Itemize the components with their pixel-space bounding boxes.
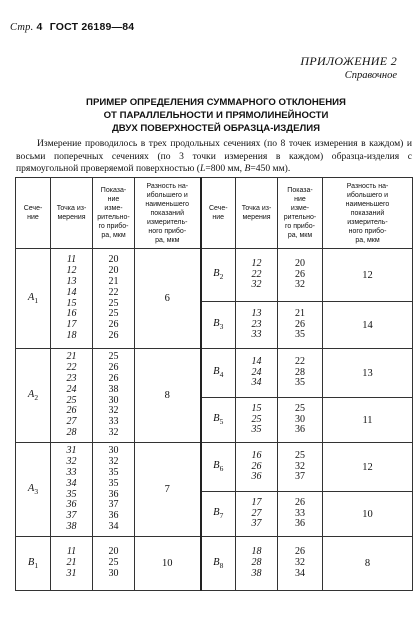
page-number: 4 [36,21,43,33]
difference-cell: 12 [323,443,413,492]
section-cell: $B_2$ [201,249,236,302]
difference-cell: 8 [323,537,413,591]
section-cell: $A_3$ [16,443,51,537]
points-cell: 11 12 13 14 15 16 17 18 [51,249,93,349]
readings-cell: 22 28 35 [278,349,323,398]
intro-paragraph: Измерение проводилось в трех продольных сечениях (по 8 точек измерения в каждом) и восьми поперечных сечениях (по 3 точки измерения в каждом) образца-изделия с прямоугольной проверяемой поверхностью (L=800 мм, B=450 мм). [16,138,412,174]
points-cell: 21 22 23 24 25 26 27 28 [51,349,93,443]
header-point: Точка из- мерения [236,178,278,249]
title-line-2: ОТ ПАРАЛЛЕЛЬНОСТИ И ПРЯМОЛИНЕЙНОСТИ [103,110,329,121]
header-section: Сече- ние [201,178,236,249]
points-cell: 11 21 31 [51,537,93,591]
section-cell: $B_4$ [201,349,236,398]
section-cell: $B_8$ [201,537,236,591]
difference-cell: 12 [323,249,413,302]
readings-cell: 30 32 35 35 36 37 36 34 [93,443,135,537]
section-cell: $B_6$ [201,443,236,492]
difference-cell: 10 [323,492,413,537]
difference-cell: 13 [323,349,413,398]
table-row [16,249,413,302]
difference-cell: 14 [323,302,413,349]
readings-cell: 25 30 36 [278,398,323,443]
readings-cell: 25 32 37 [278,443,323,492]
points-cell: 13 23 33 [236,302,278,349]
difference-cell: 10 [135,537,201,591]
header-point: Точка из- мерения [51,178,93,249]
section-cell: $B_1$ [16,537,51,591]
section-cell: $B_5$ [201,398,236,443]
section-cell: $B_7$ [201,492,236,537]
difference-cell: 6 [135,249,201,349]
document-title [20,96,412,135]
points-cell: 15 25 35 [236,398,278,443]
points-cell: 16 26 36 [236,443,278,492]
section-cell: $B_3$ [201,302,236,349]
title-line-1: ПРИМЕР ОПРЕДЕЛЕНИЯ СУММАРНОГО ОТКЛОНЕНИЯ [86,97,346,108]
header-reading: Показа- ние изме- рительно- го прибо- ра, мкм [278,178,323,249]
header-diff: Разность на- ибольшего и наименьшего показаний измеритель- ного прибо- ра, мкм [135,178,201,249]
readings-cell: 20 25 30 [93,537,135,591]
readings-cell: 21 26 35 [278,302,323,349]
title-line-3: ДВУХ ПОВЕРХНОСТЕЙ ОБРАЗЦА-ИЗДЕЛИЯ [111,123,321,134]
section-cell: $A_2$ [16,349,51,443]
points-cell: 12 22 32 [236,249,278,302]
points-cell: 31 32 33 34 35 36 37 38 [51,443,93,537]
readings-cell: 26 33 36 [278,492,323,537]
appendix-label [300,54,397,81]
table-row [16,537,413,591]
points-cell: 18 28 38 [236,537,278,591]
points-cell: 14 24 34 [236,349,278,398]
table-row [16,349,413,398]
standard-code: ГОСТ 26189—84 [49,21,135,33]
readings-cell: 25 26 26 38 30 32 33 32 [93,349,135,443]
header-diff: Разность на- ибольшего и наименьшего показаний измеритель- ного прибо- ра, мкм [323,178,413,249]
page-header [10,21,134,33]
readings-cell: 20 26 32 [278,249,323,302]
appendix-subtitle: Справочное [344,70,397,81]
header-reading: Показа- ние изме- рительно- го прибо- ра, мкм [93,178,135,249]
difference-cell: 8 [135,349,201,443]
page-prefix: Стр. [10,22,34,33]
readings-cell: 20 20 21 22 25 25 26 26 [93,249,135,349]
difference-cell: 11 [323,398,413,443]
points-cell: 17 27 37 [236,492,278,537]
section-cell: $A_1$ [16,249,51,349]
measurement-table [15,177,413,591]
table-header-row [16,178,413,249]
readings-cell: 26 32 34 [278,537,323,591]
header-section: Сече- ние [16,178,51,249]
difference-cell: 7 [135,443,201,537]
table-row [16,443,413,492]
appendix-title: ПРИЛОЖЕНИЕ 2 [300,54,397,68]
